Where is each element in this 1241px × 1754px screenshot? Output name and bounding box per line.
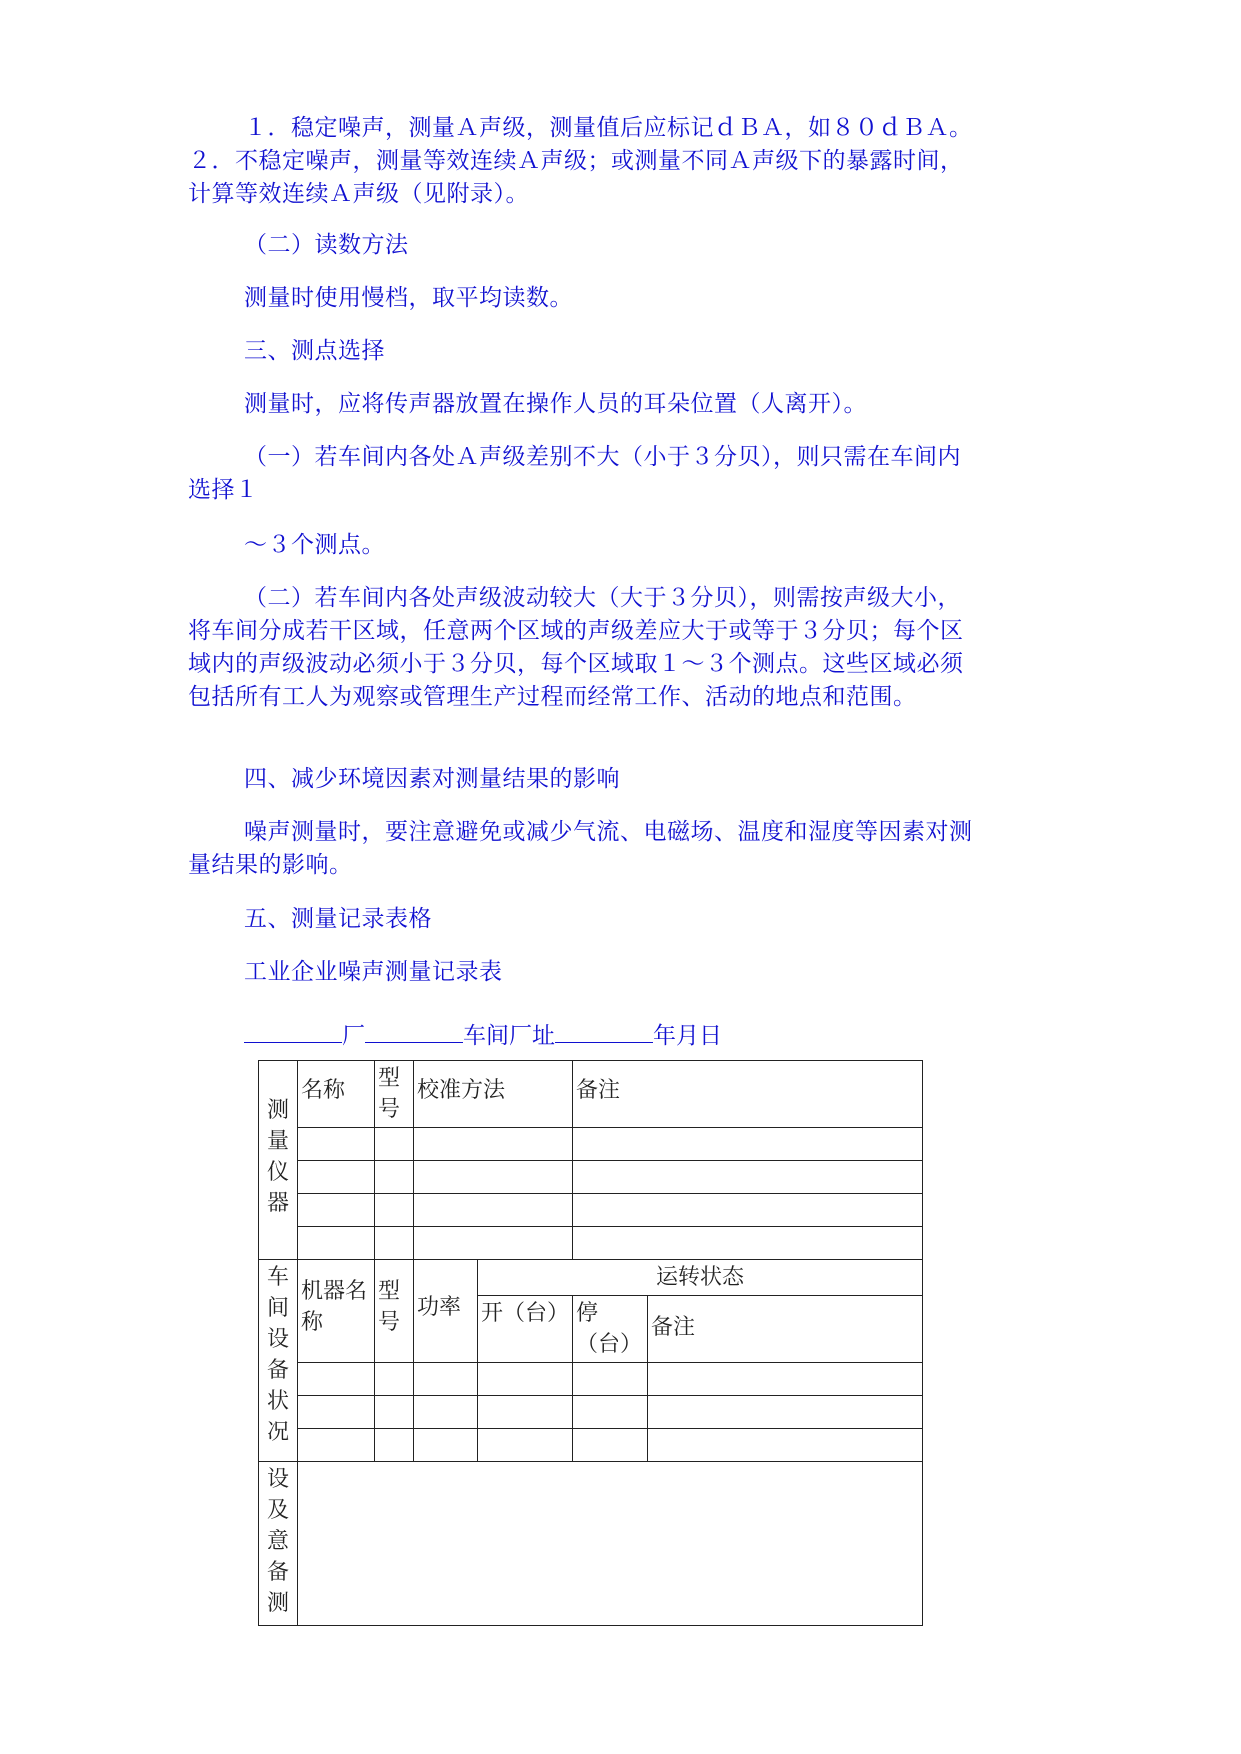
table-cell[interactable] — [375, 1194, 414, 1227]
table-cell[interactable] — [375, 1161, 414, 1194]
table-cell[interactable] — [375, 1429, 414, 1462]
form-header-line — [244, 1016, 722, 1053]
paragraph-stable-noise: １．稳定噪声，测量Ａ声级，测量值后应标记ｄＢＡ，如８０ｄＢＡ。２．不稳定噪声，测量等效连续Ａ声级；或测量不同Ａ声级下的暴露时间，计算等效连续Ａ声级（见附录）。 — [188, 115, 973, 207]
paragraph-point-count: ～３个测点。 — [244, 532, 385, 558]
paragraph-environment-factors: 噪声测量时，要注意避免或减少气流、电磁场、温度和湿度等因素对测量结果的影响。 — [188, 819, 973, 878]
table-cell[interactable] — [478, 1363, 573, 1396]
table-cell[interactable] — [298, 1161, 375, 1194]
table-cell[interactable] — [298, 1363, 375, 1396]
equipment-header-row — [259, 1260, 923, 1296]
table-row — [259, 1429, 923, 1462]
form-title: 工业企业噪声测量记录表 — [244, 959, 503, 985]
table-cell[interactable] — [573, 1396, 648, 1429]
noise-record-table — [258, 1060, 923, 1626]
heading-record-form: 五、测量记录表格 — [244, 906, 432, 932]
running-status-header: 运转状态 — [478, 1260, 923, 1296]
table-cell[interactable] — [298, 1429, 375, 1462]
table-cell[interactable] — [414, 1128, 573, 1161]
table-row — [259, 1161, 923, 1194]
table-cell[interactable] — [648, 1429, 923, 1462]
table-cell[interactable] — [414, 1161, 573, 1194]
table-cell[interactable] — [478, 1396, 573, 1429]
layout-sketch-cell[interactable] — [298, 1462, 923, 1626]
date-label: 年月日 — [653, 1023, 722, 1049]
table-cell[interactable] — [414, 1396, 478, 1429]
table-cell[interactable] — [375, 1128, 414, 1161]
factory-label: 厂 — [342, 1023, 365, 1049]
heading-reading-method: （二）读数方法 — [244, 232, 409, 258]
table-cell[interactable] — [375, 1227, 414, 1260]
heading-measurement-points: 三、测点选择 — [244, 338, 385, 364]
table-cell[interactable] — [298, 1396, 375, 1429]
table-cell[interactable] — [375, 1363, 414, 1396]
table-cell[interactable] — [375, 1396, 414, 1429]
paragraph-microphone-position: 测量时，应将传声器放置在操作人员的耳朵位置（人离开）。 — [244, 391, 867, 417]
workshop-address-label: 车间厂址 — [463, 1023, 555, 1049]
paragraph-reading-method: 测量时使用慢档，取平均读数。 — [244, 285, 573, 311]
table-cell[interactable] — [298, 1227, 375, 1260]
on-count-header: 开（台） — [478, 1296, 573, 1363]
address-blank — [555, 1016, 653, 1043]
table-cell[interactable] — [573, 1194, 923, 1227]
table-cell[interactable] — [573, 1429, 648, 1462]
instrument-remark-header: 备注 — [573, 1061, 923, 1128]
equipment-model-header: 型号 — [375, 1260, 414, 1363]
instrument-calibration-header: 校准方法 — [414, 1061, 573, 1128]
paragraph-uniform-level: （一）若车间内各处Ａ声级差别不大（小于３分贝），则只需在车间内选择１ — [188, 444, 961, 503]
instrument-name-header: 名称 — [298, 1061, 375, 1128]
table-row — [259, 1227, 923, 1260]
table-cell[interactable] — [414, 1429, 478, 1462]
layout-section-label: 设及意备测 — [259, 1462, 298, 1626]
table-cell[interactable] — [478, 1429, 573, 1462]
table-row — [259, 1194, 923, 1227]
instrument-section-label: 测量仪器 — [259, 1061, 298, 1260]
table-cell[interactable] — [414, 1194, 573, 1227]
table-cell[interactable] — [648, 1396, 923, 1429]
power-header: 功率 — [414, 1260, 478, 1363]
table-cell[interactable] — [298, 1128, 375, 1161]
table-cell[interactable] — [573, 1128, 923, 1161]
table-cell[interactable] — [414, 1363, 478, 1396]
machine-name-header: 机器名称 — [298, 1260, 375, 1363]
instrument-header-row — [259, 1061, 923, 1128]
table-row — [259, 1363, 923, 1396]
table-cell[interactable] — [414, 1227, 573, 1260]
table-row — [259, 1396, 923, 1429]
equipment-section-label: 车间设备状况 — [259, 1260, 298, 1462]
equipment-remark-header: 备注 — [648, 1296, 923, 1363]
table-row — [259, 1128, 923, 1161]
table-cell[interactable] — [573, 1227, 923, 1260]
off-count-header: 停（台） — [573, 1296, 648, 1363]
heading-environment-factors: 四、减少环境因素对测量结果的影响 — [244, 766, 620, 792]
paragraph-varied-level: （二）若车间内各处声级波动较大（大于３分贝），则需按声级大小，将车间分成若干区域，任意两个区域的声级差应大于或等于３分贝；每个区域内的声级波动必须小于３分贝，每个区域取１～３个测点。这些区域必须包括所有工人为观察或管理生产过程而经常工作、活动的地点和范围。 — [188, 585, 964, 710]
layout-sketch-row — [259, 1462, 923, 1626]
table-cell[interactable] — [648, 1363, 923, 1396]
instrument-model-header: 型号 — [375, 1061, 414, 1128]
table-cell[interactable] — [298, 1194, 375, 1227]
table-cell[interactable] — [573, 1363, 648, 1396]
workshop-blank — [365, 1016, 463, 1043]
factory-blank — [244, 1016, 342, 1043]
table-cell[interactable] — [573, 1161, 923, 1194]
